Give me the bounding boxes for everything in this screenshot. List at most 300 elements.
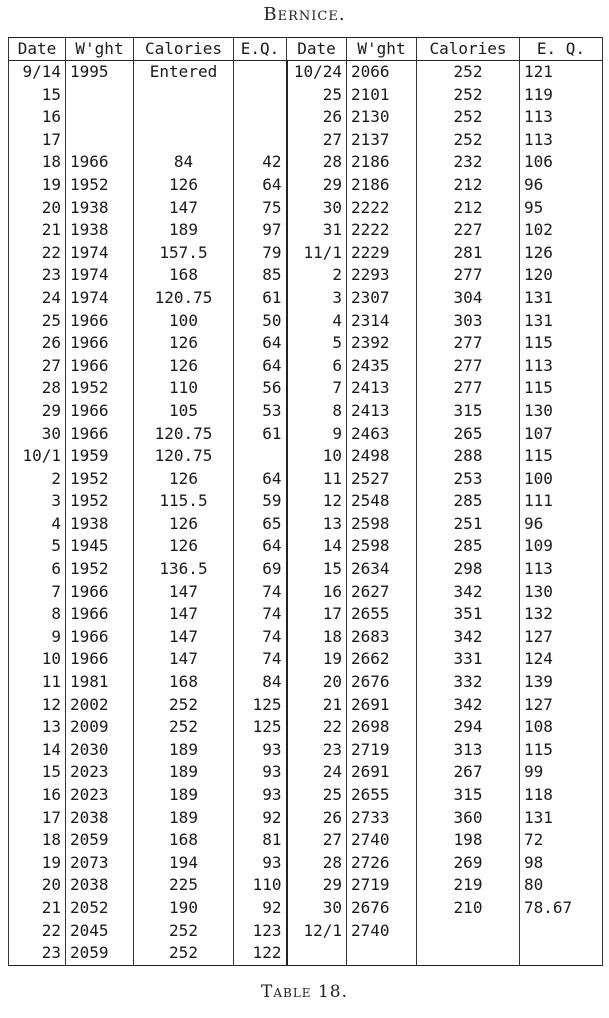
cell-calories-right: 277 [417, 355, 520, 378]
cell-eq-right: 100 [520, 468, 603, 491]
table-row [9, 287, 603, 310]
cell-weight-right: 2598 [347, 513, 417, 536]
header-date-right: Date [287, 38, 347, 61]
cell-eq-right: 109 [520, 535, 603, 558]
cell-calories-left: 120.75 [134, 423, 234, 446]
cell-eq-right: 126 [520, 242, 603, 265]
table-row [9, 400, 603, 423]
cell-eq-left: 50 [234, 310, 287, 333]
cell-date-right: 26 [287, 807, 347, 830]
cell-calories-left: Entered [134, 61, 234, 84]
table-row [9, 874, 603, 897]
cell-calories-right: 331 [417, 648, 520, 671]
cell-weight-left: 1966 [66, 423, 134, 446]
cell-date-left: 16 [9, 106, 66, 129]
cell-calories-left: 110 [134, 377, 234, 400]
cell-date-left: 18 [9, 151, 66, 174]
cell-eq-left [234, 106, 287, 129]
cell-weight-right: 2655 [347, 603, 417, 626]
cell-calories-right: 251 [417, 513, 520, 536]
cell-eq-left [234, 84, 287, 107]
cell-eq-left: 64 [234, 174, 287, 197]
cell-eq-right: 115 [520, 332, 603, 355]
cell-weight-right: 2698 [347, 716, 417, 739]
cell-weight-right: 2186 [347, 151, 417, 174]
cell-weight-left: 1938 [66, 219, 134, 242]
cell-date-left: 21 [9, 897, 66, 920]
cell-weight-right: 2293 [347, 264, 417, 287]
cell-calories-right: 351 [417, 603, 520, 626]
cell-date-right: 27 [287, 829, 347, 852]
cell-eq-right: 96 [520, 513, 603, 536]
cell-calories-left: 147 [134, 197, 234, 220]
cell-date-right: 8 [287, 400, 347, 423]
cell-eq-left: 93 [234, 739, 287, 762]
cell-weight-left [66, 84, 134, 107]
cell-date-right: 18 [287, 626, 347, 649]
cell-calories-left: 225 [134, 874, 234, 897]
cell-weight-left: 1974 [66, 242, 134, 265]
cell-calories-right: 285 [417, 535, 520, 558]
cell-calories-left: 126 [134, 468, 234, 491]
cell-eq-right: 113 [520, 355, 603, 378]
cell-calories-left: 189 [134, 784, 234, 807]
cell-calories-left [134, 84, 234, 107]
cell-date-left: 15 [9, 761, 66, 784]
cell-weight-right: 2740 [347, 829, 417, 852]
cell-calories-right: 265 [417, 423, 520, 446]
cell-calories-right: 313 [417, 739, 520, 762]
cell-calories-right [417, 942, 520, 965]
cell-weight-right: 2662 [347, 648, 417, 671]
cell-weight-left: 1952 [66, 468, 134, 491]
cell-calories-right: 288 [417, 445, 520, 468]
cell-calories-right: 252 [417, 106, 520, 129]
cell-eq-right: 127 [520, 626, 603, 649]
cell-date-right: 2 [287, 264, 347, 287]
cell-eq-right: 127 [520, 694, 603, 717]
cell-calories-right: 285 [417, 490, 520, 513]
table-row [9, 242, 603, 265]
cell-eq-left: 93 [234, 852, 287, 875]
cell-weight-right: 2726 [347, 852, 417, 875]
cell-date-left: 2 [9, 468, 66, 491]
cell-date-left: 30 [9, 423, 66, 446]
table-row [9, 174, 603, 197]
table-row [9, 219, 603, 242]
cell-date-left: 18 [9, 829, 66, 852]
cell-date-right: 28 [287, 151, 347, 174]
cell-eq-left: 42 [234, 151, 287, 174]
table-row [9, 784, 603, 807]
cell-calories-right: 294 [417, 716, 520, 739]
cell-weight-right: 2691 [347, 694, 417, 717]
table-row [9, 377, 603, 400]
cell-calories-right: 277 [417, 264, 520, 287]
cell-date-right: 9 [287, 423, 347, 446]
cell-date-left: 20 [9, 874, 66, 897]
cell-date-right: 25 [287, 84, 347, 107]
cell-weight-left: 1974 [66, 264, 134, 287]
cell-weight-right: 2222 [347, 219, 417, 242]
cell-calories-left: 147 [134, 603, 234, 626]
cell-date-left: 17 [9, 807, 66, 830]
weight-calorie-table [8, 37, 603, 966]
table-row [9, 558, 603, 581]
cell-date-right: 30 [287, 197, 347, 220]
cell-eq-left: 93 [234, 784, 287, 807]
cell-eq-left: 53 [234, 400, 287, 423]
cell-eq-right [520, 942, 603, 965]
cell-calories-left: 252 [134, 694, 234, 717]
cell-date-left: 22 [9, 242, 66, 265]
cell-eq-right: 130 [520, 581, 603, 604]
cell-eq-right: 102 [520, 219, 603, 242]
table-row [9, 61, 603, 84]
cell-eq-right: 118 [520, 784, 603, 807]
cell-weight-left: 2059 [66, 942, 134, 965]
cell-date-left: 26 [9, 332, 66, 355]
cell-weight-right: 2463 [347, 423, 417, 446]
cell-weight-left: 2002 [66, 694, 134, 717]
cell-date-right: 19 [287, 648, 347, 671]
cell-weight-right: 2719 [347, 739, 417, 762]
header-eq-right: E. Q. [520, 38, 603, 61]
cell-date-right: 14 [287, 535, 347, 558]
cell-eq-left: 56 [234, 377, 287, 400]
cell-weight-left: 2073 [66, 852, 134, 875]
cell-date-right: 15 [287, 558, 347, 581]
cell-date-left: 5 [9, 535, 66, 558]
table-row [9, 445, 603, 468]
cell-date-right: 30 [287, 897, 347, 920]
cell-calories-right: 219 [417, 874, 520, 897]
cell-weight-left: 1966 [66, 400, 134, 423]
cell-date-left: 11 [9, 671, 66, 694]
table-row [9, 490, 603, 513]
cell-date-right: 21 [287, 694, 347, 717]
cell-date-right: 24 [287, 761, 347, 784]
cell-eq-right: 113 [520, 558, 603, 581]
cell-eq-left: 125 [234, 694, 287, 717]
cell-eq-left: 61 [234, 287, 287, 310]
cell-weight-right: 2598 [347, 535, 417, 558]
cell-calories-left: 136.5 [134, 558, 234, 581]
header-weight-right: W'ght [347, 38, 417, 61]
cell-weight-right: 2222 [347, 197, 417, 220]
cell-eq-left: 97 [234, 219, 287, 242]
table-row [9, 942, 603, 965]
cell-date-right: 23 [287, 739, 347, 762]
table-row [9, 129, 603, 152]
cell-calories-right: 212 [417, 174, 520, 197]
cell-date-left: 3 [9, 490, 66, 513]
cell-weight-left: 1966 [66, 648, 134, 671]
table-row [9, 581, 603, 604]
cell-eq-left: 110 [234, 874, 287, 897]
header-row [9, 38, 603, 61]
cell-eq-left: 74 [234, 648, 287, 671]
table-row [9, 535, 603, 558]
cell-calories-left: 168 [134, 264, 234, 287]
cell-date-right: 12/1 [287, 920, 347, 943]
cell-date-right: 27 [287, 129, 347, 152]
cell-eq-right: 132 [520, 603, 603, 626]
cell-date-right: 12 [287, 490, 347, 513]
cell-eq-left: 64 [234, 355, 287, 378]
cell-date-left: 28 [9, 377, 66, 400]
cell-calories-right: 360 [417, 807, 520, 830]
cell-date-right [287, 942, 347, 965]
cell-calories-left: 147 [134, 626, 234, 649]
table-body [9, 61, 603, 966]
cell-calories-right: 210 [417, 897, 520, 920]
cell-eq-left: 84 [234, 671, 287, 694]
cell-weight-left: 2045 [66, 920, 134, 943]
cell-date-left: 17 [9, 129, 66, 152]
cell-weight-right: 2101 [347, 84, 417, 107]
table-row [9, 84, 603, 107]
cell-calories-left: 252 [134, 942, 234, 965]
table-row [9, 332, 603, 355]
cell-eq-right: 131 [520, 287, 603, 310]
table-row [9, 671, 603, 694]
header-calories-right: Calories [417, 38, 520, 61]
cell-eq-left: 64 [234, 468, 287, 491]
cell-date-right: 28 [287, 852, 347, 875]
cell-calories-right [417, 920, 520, 943]
cell-weight-left: 1938 [66, 513, 134, 536]
cell-weight-right [347, 942, 417, 965]
cell-date-right: 3 [287, 287, 347, 310]
cell-calories-right: 304 [417, 287, 520, 310]
cell-weight-left: 1966 [66, 310, 134, 333]
cell-weight-left: 2023 [66, 784, 134, 807]
cell-eq-left: 123 [234, 920, 287, 943]
cell-weight-right: 2683 [347, 626, 417, 649]
cell-eq-right [520, 920, 603, 943]
header-eq-left: E.Q. [234, 38, 287, 61]
cell-date-right: 17 [287, 603, 347, 626]
cell-date-right: 13 [287, 513, 347, 536]
cell-eq-right: 80 [520, 874, 603, 897]
cell-date-left: 16 [9, 784, 66, 807]
table-row [9, 807, 603, 830]
cell-calories-left: 147 [134, 648, 234, 671]
cell-calories-right: 281 [417, 242, 520, 265]
cell-weight-left: 1952 [66, 558, 134, 581]
cell-eq-left: 92 [234, 807, 287, 830]
cell-calories-left: 194 [134, 852, 234, 875]
cell-eq-right: 95 [520, 197, 603, 220]
cell-weight-right: 2186 [347, 174, 417, 197]
cell-weight-left: 2059 [66, 829, 134, 852]
cell-eq-left: 69 [234, 558, 287, 581]
cell-calories-right: 267 [417, 761, 520, 784]
cell-weight-left: 1938 [66, 197, 134, 220]
cell-weight-right: 2719 [347, 874, 417, 897]
cell-calories-left: 126 [134, 332, 234, 355]
cell-date-left: 12 [9, 694, 66, 717]
table-row [9, 310, 603, 333]
table-row [9, 648, 603, 671]
table-row [9, 151, 603, 174]
cell-weight-left: 1981 [66, 671, 134, 694]
cell-date-left: 14 [9, 739, 66, 762]
cell-eq-right: 131 [520, 807, 603, 830]
cell-eq-right: 72 [520, 829, 603, 852]
cell-calories-left: 189 [134, 761, 234, 784]
cell-weight-right: 2740 [347, 920, 417, 943]
cell-date-right: 26 [287, 106, 347, 129]
cell-weight-right: 2527 [347, 468, 417, 491]
cell-calories-left: 105 [134, 400, 234, 423]
cell-calories-right: 253 [417, 468, 520, 491]
header-calories-left: Calories [134, 38, 234, 61]
cell-date-left: 8 [9, 603, 66, 626]
cell-eq-right: 131 [520, 310, 603, 333]
cell-calories-left: 252 [134, 920, 234, 943]
cell-calories-right: 303 [417, 310, 520, 333]
cell-date-left: 4 [9, 513, 66, 536]
cell-date-left: 29 [9, 400, 66, 423]
cell-date-left: 9 [9, 626, 66, 649]
header-weight-left: W'ght [66, 38, 134, 61]
cell-calories-left: 126 [134, 174, 234, 197]
cell-eq-right: 113 [520, 106, 603, 129]
cell-date-right: 20 [287, 671, 347, 694]
cell-eq-left: 74 [234, 603, 287, 626]
cell-weight-right: 2676 [347, 671, 417, 694]
cell-weight-left: 1952 [66, 174, 134, 197]
cell-date-right: 25 [287, 784, 347, 807]
cell-eq-left: 74 [234, 626, 287, 649]
cell-weight-left: 1966 [66, 626, 134, 649]
cell-eq-left: 65 [234, 513, 287, 536]
cell-date-left: 15 [9, 84, 66, 107]
cell-weight-right: 2229 [347, 242, 417, 265]
cell-calories-right: 269 [417, 852, 520, 875]
cell-weight-left: 2052 [66, 897, 134, 920]
cell-calories-right: 232 [417, 151, 520, 174]
cell-eq-right: 99 [520, 761, 603, 784]
cell-weight-right: 2634 [347, 558, 417, 581]
cell-weight-left: 1966 [66, 332, 134, 355]
cell-calories-left: 189 [134, 739, 234, 762]
cell-date-left: 19 [9, 174, 66, 197]
cell-eq-left: 79 [234, 242, 287, 265]
cell-weight-right: 2498 [347, 445, 417, 468]
cell-calories-right: 342 [417, 694, 520, 717]
cell-date-left: 13 [9, 716, 66, 739]
cell-calories-right: 198 [417, 829, 520, 852]
cell-date-left: 20 [9, 197, 66, 220]
cell-date-right: 11 [287, 468, 347, 491]
cell-weight-left: 2009 [66, 716, 134, 739]
header-date-left: Date [9, 38, 66, 61]
cell-eq-right: 113 [520, 129, 603, 152]
cell-date-right: 4 [287, 310, 347, 333]
cell-date-left: 10/1 [9, 445, 66, 468]
cell-weight-right: 2413 [347, 377, 417, 400]
table-row [9, 626, 603, 649]
cell-eq-left: 59 [234, 490, 287, 513]
cell-calories-left: 252 [134, 716, 234, 739]
cell-weight-left: 2030 [66, 739, 134, 762]
cell-calories-left: 100 [134, 310, 234, 333]
cell-calories-left: 168 [134, 671, 234, 694]
cell-weight-left: 1959 [66, 445, 134, 468]
cell-eq-right: 115 [520, 377, 603, 400]
table-row [9, 355, 603, 378]
cell-date-left: 6 [9, 558, 66, 581]
cell-date-right: 16 [287, 581, 347, 604]
cell-weight-left: 1966 [66, 581, 134, 604]
cell-eq-left: 64 [234, 332, 287, 355]
cell-date-right: 7 [287, 377, 347, 400]
cell-date-right: 11/1 [287, 242, 347, 265]
cell-weight-right: 2435 [347, 355, 417, 378]
cell-eq-left: 122 [234, 942, 287, 965]
cell-date-right: 22 [287, 716, 347, 739]
cell-weight-right: 2066 [347, 61, 417, 84]
table-row [9, 197, 603, 220]
cell-weight-left: 2023 [66, 761, 134, 784]
cell-weight-left: 1966 [66, 151, 134, 174]
table-row [9, 423, 603, 446]
cell-date-left: 23 [9, 264, 66, 287]
cell-calories-left: 120.75 [134, 287, 234, 310]
table-row [9, 897, 603, 920]
cell-calories-right: 332 [417, 671, 520, 694]
cell-eq-right: 120 [520, 264, 603, 287]
cell-calories-left: 189 [134, 219, 234, 242]
cell-eq-right: 98 [520, 852, 603, 875]
cell-weight-left: 1966 [66, 603, 134, 626]
table-row [9, 716, 603, 739]
cell-weight-right: 2627 [347, 581, 417, 604]
cell-date-right: 29 [287, 874, 347, 897]
cell-calories-right: 252 [417, 84, 520, 107]
cell-calories-right: 342 [417, 626, 520, 649]
cell-calories-left: 168 [134, 829, 234, 852]
table-row [9, 852, 603, 875]
cell-calories-left [134, 129, 234, 152]
cell-date-right: 29 [287, 174, 347, 197]
table-row [9, 829, 603, 852]
cell-calories-right: 277 [417, 377, 520, 400]
cell-calories-right: 212 [417, 197, 520, 220]
cell-weight-right: 2137 [347, 129, 417, 152]
cell-date-right: 5 [287, 332, 347, 355]
cell-calories-left: 147 [134, 581, 234, 604]
cell-weight-right: 2130 [347, 106, 417, 129]
cell-eq-right: 78.67 [520, 897, 603, 920]
cell-eq-right: 115 [520, 445, 603, 468]
data-table-container [8, 37, 602, 966]
table-row [9, 694, 603, 717]
cell-calories-left: 84 [134, 151, 234, 174]
cell-date-left: 25 [9, 310, 66, 333]
cell-date-left: 9/14 [9, 61, 66, 84]
cell-weight-left: 2038 [66, 874, 134, 897]
cell-eq-left [234, 445, 287, 468]
cell-weight-left: 1974 [66, 287, 134, 310]
table-row [9, 264, 603, 287]
cell-weight-left: 2038 [66, 807, 134, 830]
cell-weight-left: 1952 [66, 377, 134, 400]
cell-eq-left: 74 [234, 581, 287, 604]
